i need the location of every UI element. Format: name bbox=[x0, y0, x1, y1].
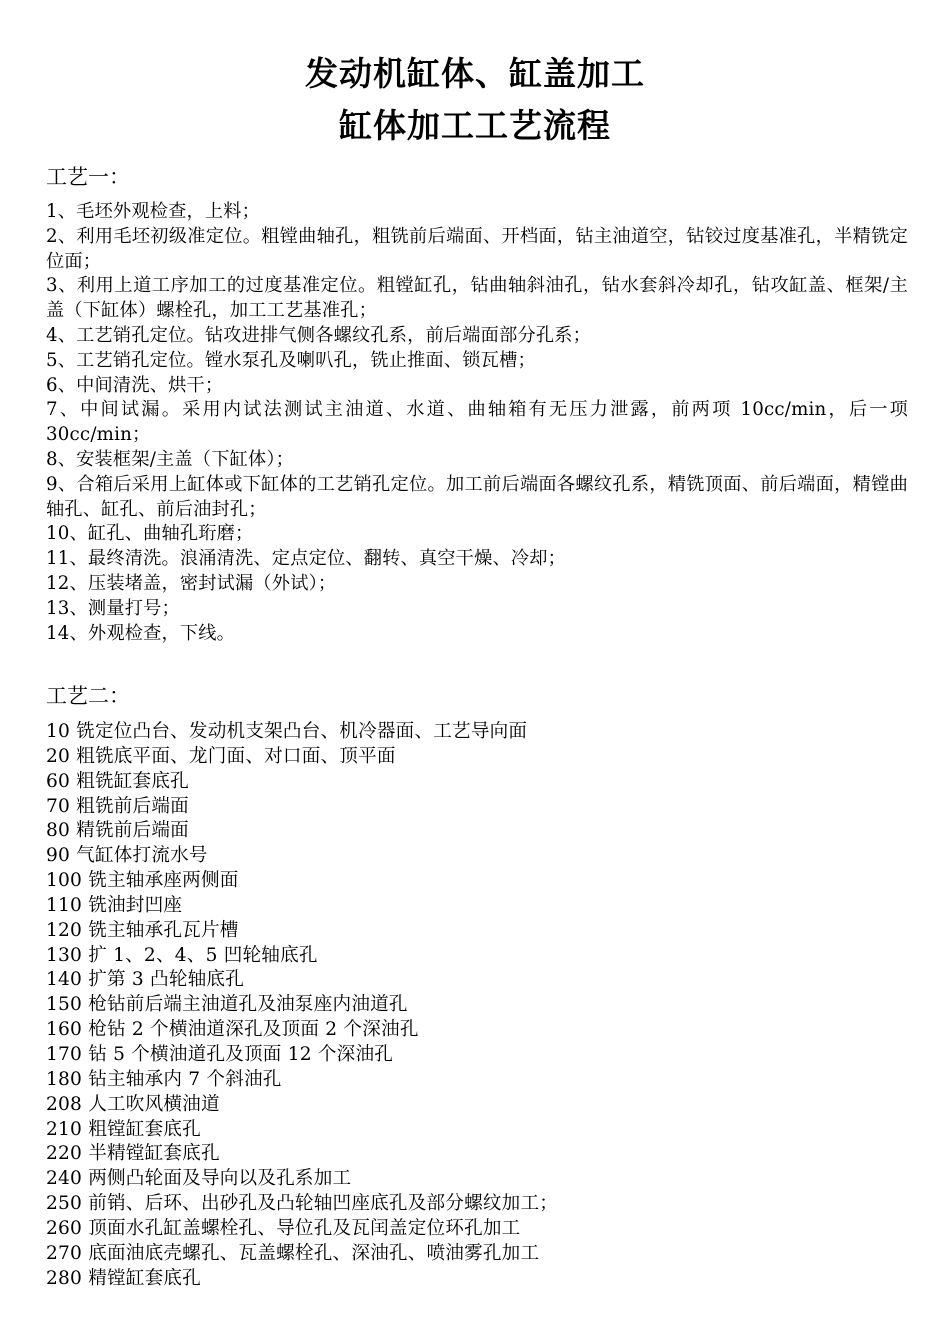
process-one-step: 8、安装框架/主盖（下缸体）； bbox=[46, 448, 295, 470]
process-two-step: 70 粗铣前后端面 bbox=[46, 795, 189, 817]
process-one-step: 4、工艺销孔定位。钻攻进排气侧各螺纹孔系，前后端面部分孔系； bbox=[46, 324, 592, 346]
process-two-step: 240 两侧凸轮面及导向以及孔系加工 bbox=[46, 1168, 352, 1190]
process-one-step: 7、中间试漏。采用内试法测试主油道、水道、曲轴箱有无压力泄露，前两项 10cc/min，后一项 30cc/min； bbox=[46, 399, 908, 446]
process-two-step: 120 铣主轴承孔瓦片槽 bbox=[46, 919, 239, 941]
process-one-step: 5、工艺销孔定位。镗水泵孔及喇叭孔，铣止推面、锁瓦槽； bbox=[46, 349, 536, 371]
process-two-step: 130 扩 1、2、4、5 凹轮轴底孔 bbox=[46, 944, 318, 966]
process-one-step: 2、利用毛坯初级准定位。粗镗曲轴孔，粗铣前后端面、开档面，钻主油道空，钻铰过度基准孔，半精铣定位面； bbox=[46, 225, 908, 272]
process-one-step: 9、合箱后采用上缸体或下缸体的工艺销孔定位。加工前后端面各螺纹孔系，精铣顶面、前后端面，精镗曲轴孔、缸孔、前后油封孔； bbox=[46, 473, 908, 520]
process-one-steps bbox=[46, 200, 908, 646]
process-one-step: 11、最终清洗。浪涌清洗、定点定位、翻转、真空干燥、冷却； bbox=[46, 548, 567, 570]
process-two-step: 60 粗铣缸套底孔 bbox=[46, 770, 189, 792]
process-two-step: 10 铣定位凸台、发动机支架凸台、机冷器面、工艺导向面 bbox=[46, 721, 528, 742]
process-two-step: 210 粗镗缸套底孔 bbox=[46, 1118, 201, 1140]
process-two-heading: 工艺二： bbox=[46, 684, 130, 708]
process-two-step: 140 扩第 3 凸轮轴底孔 bbox=[46, 969, 245, 991]
process-one-step: 6、中间清洗、烘干； bbox=[46, 374, 224, 396]
process-two-step: 280 精镗缸套底孔 bbox=[46, 1267, 201, 1289]
document-title: 发动机缸体、缸盖加工 bbox=[305, 54, 645, 93]
process-two-step: 170 钻 5 个横油道孔及顶面 12 个深油孔 bbox=[46, 1043, 394, 1065]
process-two-step: 90 气缸体打流水号 bbox=[46, 845, 208, 867]
process-two-step: 150 枪钻前后端主油道孔及油泵座内油道孔 bbox=[46, 994, 408, 1016]
process-two-step: 20 粗铣底平面、龙门面、对口面、顶平面 bbox=[46, 745, 396, 767]
document-subtitle: 缸体加工工艺流程 bbox=[339, 106, 611, 145]
process-two-step: 220 半精镗缸套底孔 bbox=[46, 1143, 220, 1165]
process-one-heading: 工艺一： bbox=[46, 165, 130, 189]
process-two-step: 80 精铣前后端面 bbox=[46, 820, 189, 842]
process-two-step: 270 底面油底壳螺孔、瓦盖螺栓孔、深油孔、喷油雾孔加工 bbox=[46, 1242, 540, 1264]
process-one-step: 3、利用上道工序加工的过度基准定位。粗镗缸孔，钻曲轴斜油孔，钻水套斜冷却孔，钻攻缸盖、框架/主盖（下缸体）螺栓孔，加工工艺基准孔； bbox=[46, 275, 908, 322]
process-two-step: 100 铣主轴承座两侧面 bbox=[46, 870, 239, 892]
process-one-step: 14、外观检查，下线。 bbox=[46, 622, 236, 644]
process-one-step: 10、缸孔、曲轴孔珩磨； bbox=[46, 523, 254, 545]
process-two-step: 260 顶面水孔缸盖螺栓孔、导位孔及瓦闰盖定位环孔加工 bbox=[46, 1217, 521, 1239]
process-two-steps bbox=[46, 720, 908, 1291]
process-one-step: 12、压装堵盖，密封试漏（外试）； bbox=[46, 572, 337, 594]
process-one-step: 1、毛坯外观检查，上料； bbox=[46, 201, 261, 222]
process-two-step: 208 人工吹风横油道 bbox=[46, 1093, 220, 1115]
process-two-step: 180 钻主轴承内 7 个斜油孔 bbox=[46, 1068, 282, 1090]
process-two-step: 110 铣油封凹座 bbox=[46, 894, 183, 916]
process-two-step: 250 前销、后环、出砂孔及凸轮轴凹座底孔及部分螺纹加工； bbox=[46, 1193, 559, 1215]
process-one-step: 13、测量打号； bbox=[46, 597, 180, 619]
process-two-step: 160 枪钻 2 个横油道深孔及顶面 2 个深油孔 bbox=[46, 1019, 419, 1041]
